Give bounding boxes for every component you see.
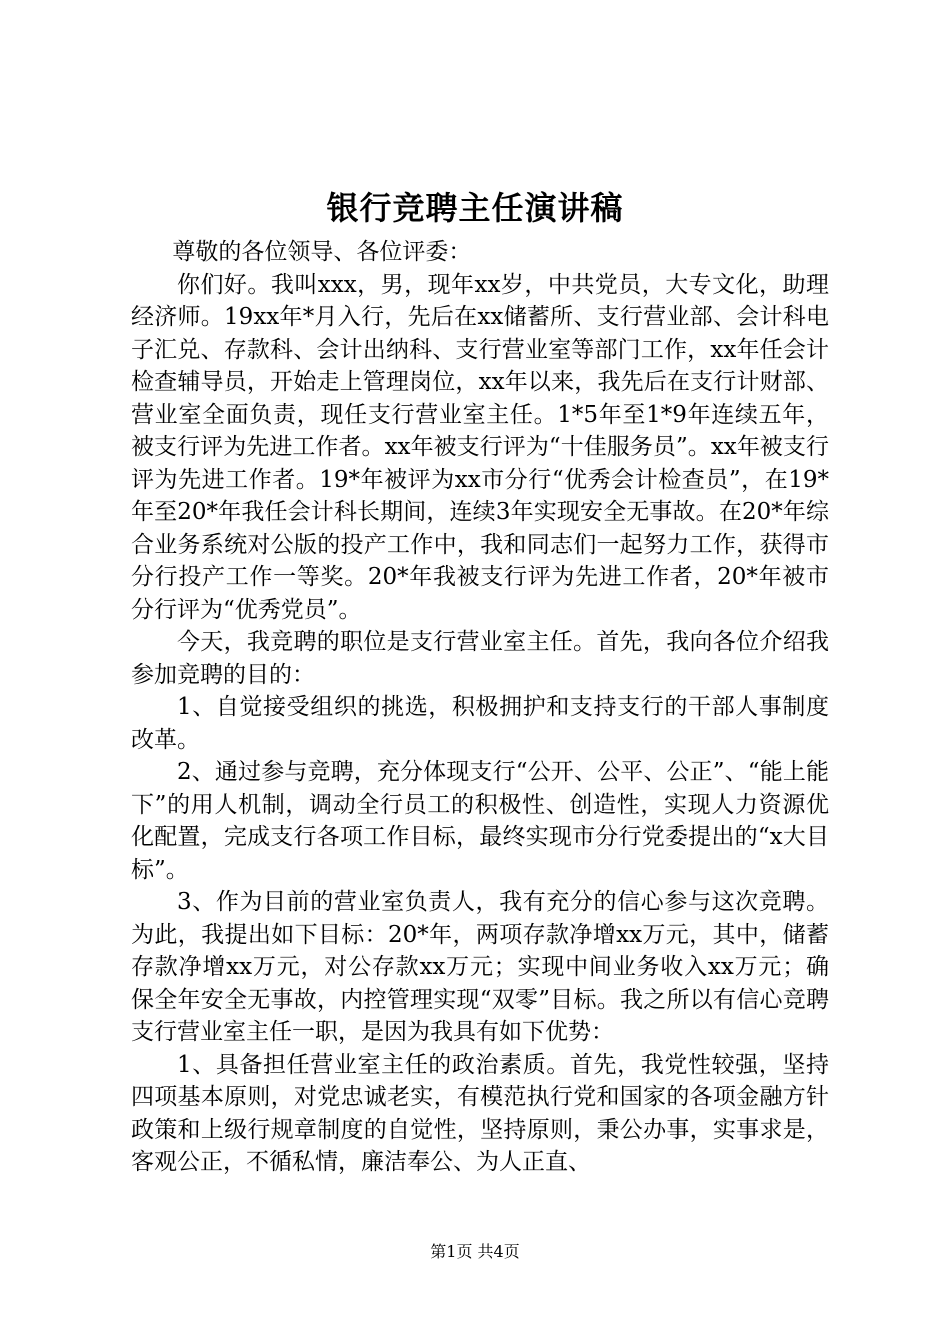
advantage-item-1: 1、具备担任营业室主任的政治素质。首先，我党性较强，坚持四项基本原则，对党忠诚老实，有模范执行党和国家的各项金融方针政策和上级行规章制度的自觉性，坚持原则，秉公办事，实事求是，客观公正，不循私情，廉洁奉公、为人正直、 xyxy=(131,1051,829,1175)
document-title: 银行竞聘主任演讲稿 xyxy=(326,189,624,227)
purpose-item-1: 1、自觉接受组织的挑选，积极拥护和支持支行的干部人事制度改革。 xyxy=(131,694,829,753)
purpose-item-2: 2、通过参与竞聘，充分体现支行“公开、公平、公正”、“能上能下”的用人机制，调动全行员工的积极性、创造性，实现人力资源优化配置，完成支行各项工作目标，最终实现市分行党委提出的“x大目标”。 xyxy=(131,759,829,883)
document-body xyxy=(131,236,829,1179)
purpose-intro-paragraph: 今天，我竞聘的职位是支行营业室主任。首先，我向各位介绍我参加竞聘的目的： xyxy=(131,629,829,688)
purpose-item-3: 3、作为目前的营业室负责人，我有充分的信心参与这次竞聘。为此，我提出如下目标：20*年，两项存款净增xx万元，其中，储蓄存款净增xx万元，对公存款xx万元；实现中间业务收入xx万元；确保全年安全无事故，内控管理实现“双零”目标。我之所以有信心竞聘支行营业室主任一职，是因为我具有如下优势： xyxy=(131,889,829,1045)
page-number-footer: 第1页 共4页 xyxy=(430,1242,520,1261)
salutation-paragraph: 尊敬的各位领导、各位评委： xyxy=(172,239,472,265)
introduction-paragraph: 你们好。我叫xxx，男，现年xx岁，中共党员，大专文化，助理经济师。19xx年*月入行，先后在xx储蓄所、支行营业部、会计科电子汇兑、存款科、会计出纳科、支行营业室等部门工作，xx年任会计检查辅导员，开始走上管理岗位，xx年以来，我先后在支行计财部、营业室全面负责，现任支行营业室主任。1*5年至1*9年连续五年，被支行评为先进工作者。xx年被支行评为“十佳服务员”。xx年被支行评为先进工作者。19*年被评为xx市分行“优秀会计检查员”，在19*年至20*年我任会计科长期间，连续3年实现安全无事故。在20*年综合业务系统对公版的投产工作中，我和同志们一起努力工作，获得市分行投产工作一等奖。20*年我被支行评为先进工作者，20*年被市分行评为“优秀党员”。 xyxy=(131,271,829,623)
